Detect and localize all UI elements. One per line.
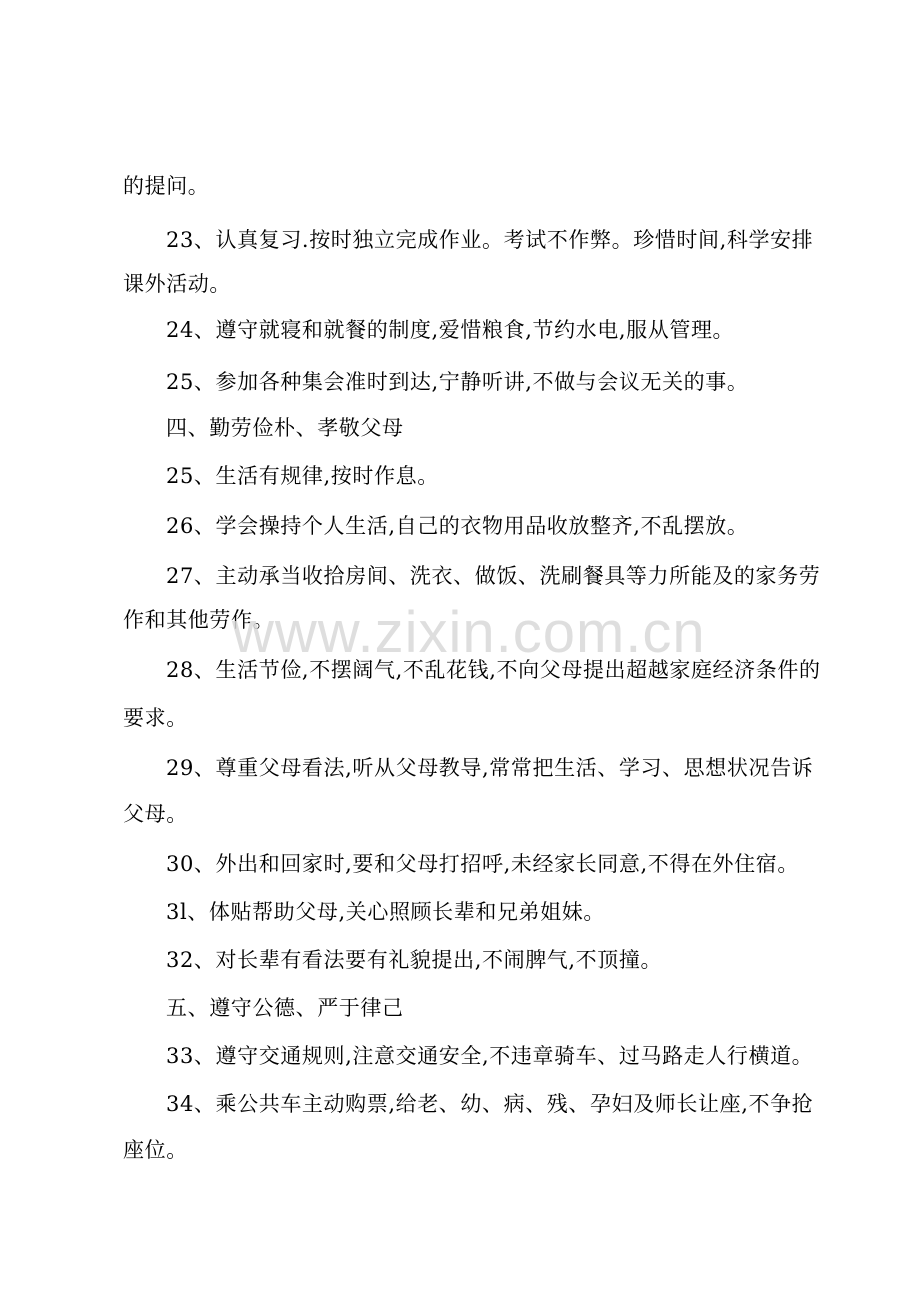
text-line: 父母。 (123, 802, 188, 826)
text-line: 32、对长辈有看法要有礼貌提出,不闹脾气,不顶撞。 (166, 948, 663, 972)
section-heading: 五、遵守公德、严于律己 (166, 996, 404, 1020)
text-line: 23、认真复习.按时独立完成作业。考试不作弊。珍惜时间,科学安排 (166, 228, 814, 252)
text-line: 作和其他劳作。 (123, 608, 275, 632)
text-line: 27、主动承当收拾房间、洗衣、做饭、洗刷餐具等力所能及的家务劳 (166, 564, 821, 588)
text-line: 30、外出和回家时,要和父母打招呼,未经家长同意,不得在外住宿。 (166, 852, 799, 876)
text-line: 26、学会操持个人生活,自己的衣物用品收放整齐,不乱摆放。 (166, 514, 749, 538)
text-line: 要求。 (123, 706, 188, 730)
text-line: 25、参加各种集会准时到达,宁静听讲,不做与会议无关的事。 (166, 370, 749, 394)
text-line: 3l、体贴帮助父母,关心照顾长辈和兄弟姐妹。 (166, 900, 605, 924)
text-line: 24、遵守就寝和就餐的制度,爱惜粮食,节约水电,服从管理。 (166, 318, 735, 342)
text-line: 的提问。 (123, 174, 210, 198)
text-line: 34、乘公共车主动购票,给老、幼、病、残、孕妇及师长让座,不争抢 (166, 1092, 814, 1116)
text-line: 课外活动。 (123, 272, 231, 296)
text-line: 33、遵守交通规则,注意交通安全,不违章骑车、过马路走人行横道。 (166, 1044, 814, 1068)
section-heading: 四、勤劳俭朴、孝敬父母 (166, 416, 404, 440)
text-line: 25、生活有规律,按时作息。 (166, 464, 439, 488)
text-line: 28、生活节俭,不摆阔气,不乱花钱,不向父母提出超越家庭经济条件的 (166, 658, 821, 682)
text-line: 座位。 (123, 1138, 188, 1162)
text-line: 29、尊重父母看法,听从父母教导,常常把生活、学习、思想状况告诉 (166, 756, 814, 780)
watermark: www.zixin.com.cn (232, 600, 706, 665)
